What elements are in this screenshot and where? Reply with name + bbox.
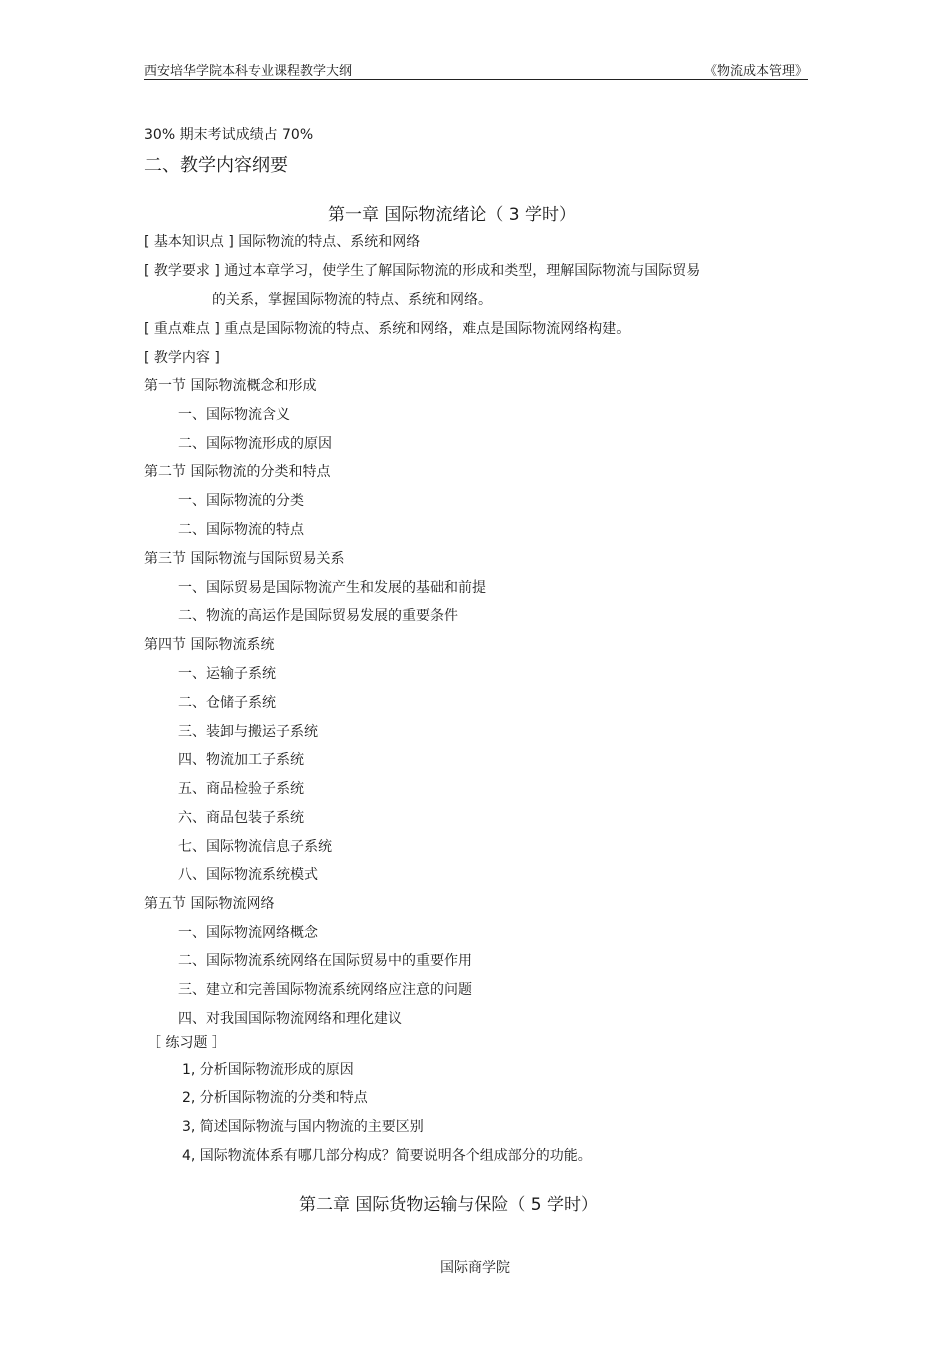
section-title-2: 第二节 国际物流的分类和特点 bbox=[144, 464, 331, 480]
list-item: 八、国际物流系统模式 bbox=[178, 867, 318, 883]
exercise-item: 1, 分析国际物流形成的原因 bbox=[182, 1062, 354, 1078]
list-item: 一、运输子系统 bbox=[178, 666, 276, 682]
list-item: 四、对我国国际物流网络和理化建议 bbox=[178, 1011, 402, 1027]
list-item: 二、国际物流的特点 bbox=[178, 522, 304, 538]
list-item: 三、建立和完善国际物流系统网络应注意的问题 bbox=[178, 982, 472, 998]
list-item: 四、物流加工子系统 bbox=[178, 752, 304, 768]
page-footer: 国际商学院 bbox=[440, 1260, 510, 1276]
knowledge-points: [ 基本知识点 ] 国际物流的特点、系统和网络 bbox=[144, 234, 421, 250]
list-item: 三、装卸与搬运子系统 bbox=[178, 724, 318, 740]
list-item: 五、商品检验子系统 bbox=[178, 781, 304, 797]
section-title-1: 第一节 国际物流概念和形成 bbox=[144, 378, 317, 394]
list-item: 二、国际物流形成的原因 bbox=[178, 436, 332, 452]
section-title-4: 第四节 国际物流系统 bbox=[144, 637, 275, 653]
section-title: 二、教学内容纲要 bbox=[144, 155, 288, 176]
chapter1-title: 第一章 国际物流绪论（ 3 学时） bbox=[328, 205, 577, 225]
list-item: 六、商品包装子系统 bbox=[178, 810, 304, 826]
list-item: 一、国际贸易是国际物流产生和发展的基础和前提 bbox=[178, 580, 486, 596]
section-title-5: 第五节 国际物流网络 bbox=[144, 896, 275, 912]
header-left-text: 西安培华学院本科专业课程教学大纲 bbox=[144, 64, 353, 79]
list-item: 一、国际物流含义 bbox=[178, 407, 290, 423]
list-item: 二、国际物流系统网络在国际贸易中的重要作用 bbox=[178, 953, 472, 969]
header-rule bbox=[144, 79, 808, 80]
list-item: 二、物流的高运作是国际贸易发展的重要条件 bbox=[178, 608, 458, 624]
list-item: 七、国际物流信息子系统 bbox=[178, 839, 332, 855]
list-item: 二、仓储子系统 bbox=[178, 695, 276, 711]
requirements-line-2: 的关系，掌握国际物流的特点、系统和网络。 bbox=[212, 292, 492, 308]
list-item: 一、国际物流的分类 bbox=[178, 493, 304, 509]
exercise-label: ［ 练习题 ］ bbox=[147, 1035, 226, 1051]
requirements-line-1: [ 教学要求 ] 通过本章学习，使学生了解国际物流的形成和类型，理解国际物流与国际贸易 bbox=[144, 263, 701, 279]
content-label: [ 教学内容 ] bbox=[144, 350, 220, 366]
intro-line: 30% 期末考试成绩占 70% bbox=[144, 127, 314, 143]
list-item: 一、国际物流网络概念 bbox=[178, 925, 318, 941]
exercise-item: 2, 分析国际物流的分类和特点 bbox=[182, 1090, 368, 1106]
section-title-3: 第三节 国际物流与国际贸易关系 bbox=[144, 551, 345, 567]
header-right-text: 《物流成本管理》 bbox=[703, 64, 808, 79]
chapter2-title: 第二章 国际货物运输与保险（ 5 学时） bbox=[299, 1195, 599, 1215]
exercise-item: 3, 简述国际物流与国内物流的主要区别 bbox=[182, 1119, 424, 1135]
exercise-item: 4, 国际物流体系有哪几部分构成？简要说明各个组成部分的功能。 bbox=[182, 1148, 592, 1164]
key-points: [ 重点难点 ] 重点是国际物流的特点、系统和网络，难点是国际物流网络构建。 bbox=[144, 321, 631, 337]
